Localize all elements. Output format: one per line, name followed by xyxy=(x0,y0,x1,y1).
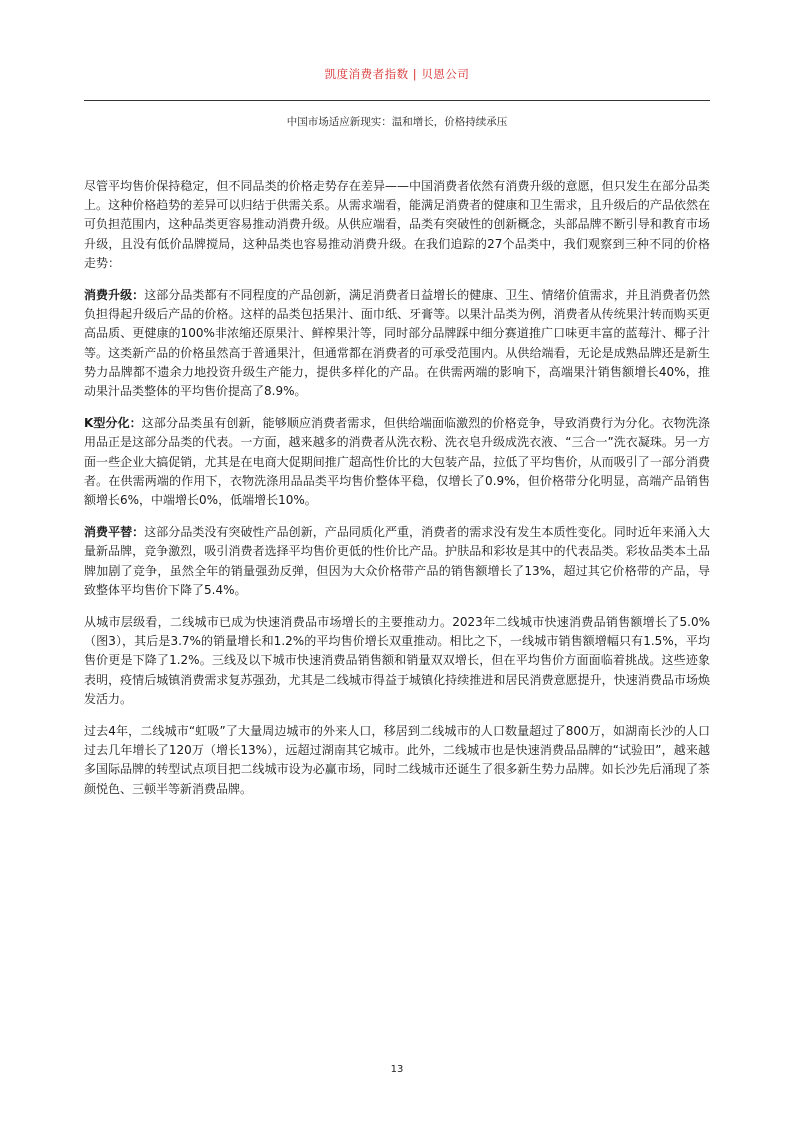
paragraph-city-tiers xyxy=(84,613,710,709)
report-brand-header: 凯度消费者指数 | 贝恩公司 xyxy=(324,67,470,81)
page-number: 13 xyxy=(390,1064,404,1075)
paragraph-intro xyxy=(84,177,710,273)
paragraph-k-shaped xyxy=(84,414,710,510)
paragraph-text: 过去4年，二线城市“虹吸”了大量周边城市的外来人口，移居到二线城市的人口数量超过了800万，如湖南长沙的人口过去几年增长了120万（增长13%），远超过湖南其它城市。此外，二线城市也是快速消费品品牌的“试验田”，越来越多国际品牌的转型试点项目把二线城市设为必赢市场，同时二线城市还诞生了很多新生势力品牌。如长沙先后涌现了茶颜悦色、三顿半等新消费品牌。 xyxy=(84,724,710,796)
body-text xyxy=(84,177,710,812)
paragraph-text: 这部分品类没有突破性产品创新，产品同质化严重，消费者的需求没有发生本质性变化。同时近年来涌入大量新品牌，竞争激烈，吸引消费者选择平均售价更低的性价比产品。护肤品和彩妆是其中的代表品类。彩妆品类本土品牌加剧了竞争，虽然全年的销量强劲反弹，但因为大众价格带产品的销售额增长了13%，超过其它价格带的产品，导致整体平均售价下降了5.4%。 xyxy=(84,525,710,597)
paragraph-text: 从城市层级看，二线城市已成为快速消费品市场增长的主要推动力。2023年二线城市快速消费品销售额增长了5.0%（图3），其后是3.7%的销量增长和1.2%的平均售价增长双重推动。相比之下，一线城市销售额增幅只有1.5%，平均售价更是下降了1.2%。三线及以下城市快速消费品销售额和销量双双增长，但在平均售价方面面临着挑战。这些迹象表明，疫情后城镇消费需求复苏强劲，尤其是二线城市得益于城镇化持续推进和居民消费意愿提升，快速消费品市场焕发活力。 xyxy=(84,615,710,706)
paragraph-text: 这部分品类都有不同程度的产品创新，满足消费者日益增长的健康、卫生、情绪价值需求，并且消费者仍然负担得起升级后产品的价格。这样的品类包括果汁、面巾纸、牙膏等。以果汁品类为例，消费者从传统果汁转而购买更高品质、更健康的100%非浓缩还原果汁、鲜榨果汁等，同时部分品牌踩中细分赛道推广口味更丰富的蓝莓汁、椰子汁等。这类新产品的价格虽然高于普通果汁，但通常都在消费者的可承受范围内。从供给端看，无论是成熟品牌还是新生势力品牌都不遗余力地投资升级生产能力，提供多样化的产品。在供需两端的影响下，高端果汁销售额增长40%，推动果汁品类整体的平均售价提高了8.9%。 xyxy=(84,288,710,399)
paragraph-trade-down xyxy=(84,523,710,600)
paragraph-text: 尽管平均售价保持稳定，但不同品类的价格走势存在差异——中国消费者依然有消费升级的意愿，但只发生在部分品类上。这种价格趋势的差异可以归结于供需关系。从需求端看，能满足消费者的健康和卫生需求，且升级后的产品依然在可负担范围内，这种品类更容易推动消费升级。从供应端看，品类有突破性的创新概念，头部品牌不断引导和教育市场升级，且没有低价品牌搅局，这种品类也容易推动消费升级。在我们追踪的27个品类中，我们观察到三种不同的价格走势： xyxy=(84,179,710,270)
paragraph-text: 这部分品类虽有创新，能够顺应消费者需求，但供给端面临激烈的价格竞争，导致消费行为分化。衣物洗涤用品正是这部分品类的代表。一方面，越来越多的消费者从洗衣粉、洗衣皂升级成洗衣液、“三合一”洗衣凝珠。另一方面一些企业大搞促销，尤其是在电商大促期间推广超高性价比的大包装产品，拉低了平均售价，从而吸引了一部分消费者。在供需两端的作用下，衣物洗涤用品品类平均售价整体平稳，仅增长了0.9%，但价格带分化明显，高端产品销售额增长6%，中端增长0%，低端增长10%。 xyxy=(84,416,710,508)
paragraph-tier2-cities xyxy=(84,722,710,799)
paragraph-lead: K型分化： xyxy=(84,416,142,431)
report-subtitle: 中国市场适应新现实：温和增长，价格持续承压 xyxy=(286,116,508,128)
header-divider xyxy=(84,100,710,101)
paragraph-lead: 消费平替： xyxy=(84,525,145,540)
paragraph-consumption-upgrade xyxy=(84,286,710,401)
paragraph-lead: 消费升级： xyxy=(84,288,145,303)
